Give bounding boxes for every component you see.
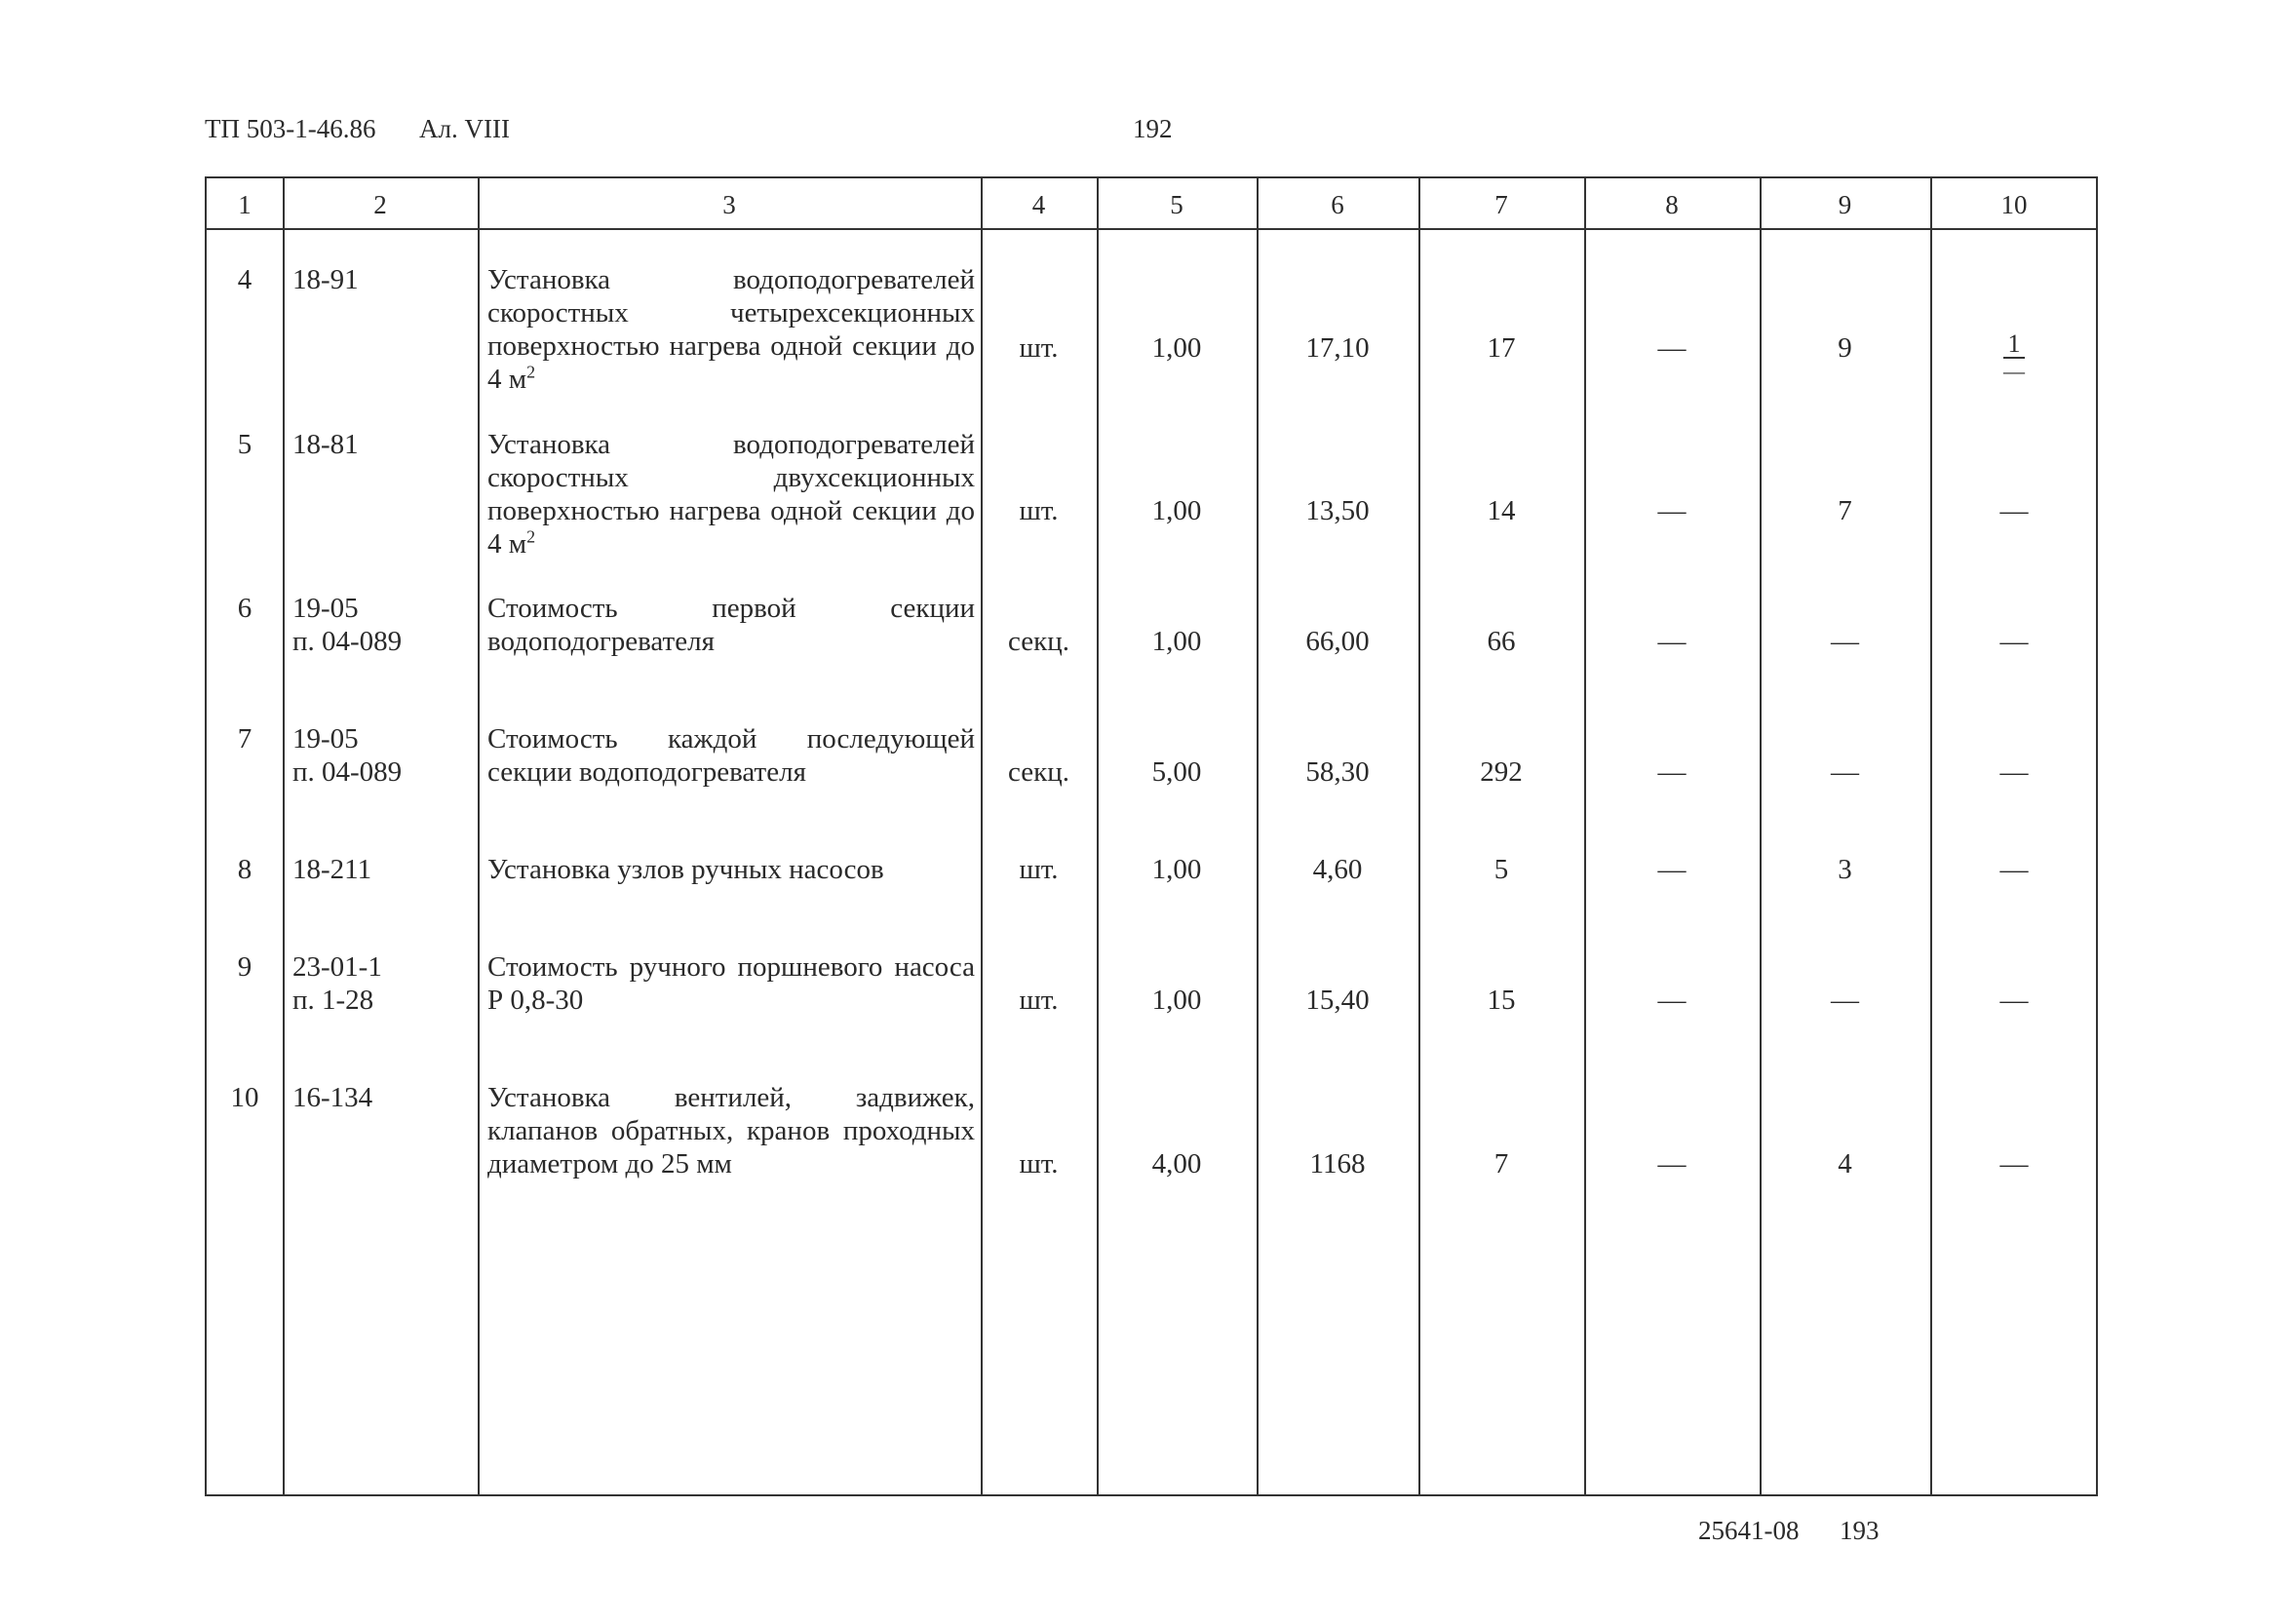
total-cost: 66 bbox=[1487, 626, 1516, 657]
rate-code: 18-81 bbox=[292, 429, 359, 460]
unit-price: 15,40 bbox=[1305, 985, 1370, 1016]
rate-code: 19-05 п. 04-089 bbox=[292, 593, 403, 657]
column-8-value: — bbox=[1657, 985, 1687, 1016]
column-divider bbox=[1760, 178, 1762, 1494]
column-number: 7 bbox=[1494, 190, 1508, 219]
total-cost: 292 bbox=[1480, 756, 1523, 788]
column-number: 9 bbox=[1838, 190, 1852, 219]
row-number: 4 bbox=[237, 264, 252, 295]
column-number: 5 bbox=[1170, 190, 1183, 219]
column-9-value: — bbox=[1831, 756, 1859, 788]
column-8-value: — bbox=[1657, 495, 1687, 526]
rate-code: 16-134 bbox=[292, 1082, 373, 1113]
unit: шт. bbox=[1019, 985, 1059, 1016]
column-10-value bbox=[1930, 331, 2098, 386]
column-8-value: — bbox=[1657, 332, 1687, 364]
column-9-value: 9 bbox=[1838, 332, 1852, 364]
unit: шт. bbox=[1019, 332, 1059, 364]
quantity: 1,00 bbox=[1151, 626, 1202, 657]
column-number: 4 bbox=[1031, 190, 1046, 219]
unit: шт. bbox=[1019, 495, 1059, 526]
work-description: Стоимость первой секции водоподогревателя bbox=[487, 593, 975, 657]
quantity: 1,00 bbox=[1151, 495, 1202, 526]
work-description: Установка вентилей, задвижек, клапанов обратных, кранов проходных диаметром до 25 мм bbox=[487, 1082, 975, 1179]
quantity: 4,00 bbox=[1151, 1148, 1202, 1179]
fraction-denominator: — bbox=[2003, 359, 2025, 383]
work-description: Стоимость каждой последующей секции водоподогревателя bbox=[487, 723, 975, 788]
total-cost: 5 bbox=[1493, 854, 1509, 885]
unit: шт. bbox=[1019, 854, 1059, 885]
unit: шт. bbox=[1019, 1148, 1059, 1179]
row-number: 10 bbox=[230, 1082, 259, 1113]
column-divider bbox=[1584, 178, 1586, 1494]
column-divider bbox=[1418, 178, 1420, 1494]
column-9-value: 3 bbox=[1838, 854, 1852, 885]
column-10-value: — bbox=[1999, 495, 2029, 526]
row-number: 8 bbox=[237, 854, 252, 885]
column-9-value: 4 bbox=[1838, 1148, 1852, 1179]
work-description: Установка водоподогревателей скоростных четырехсекционных поверхностью нагрева одной секции до 4 $м^2$ bbox=[487, 264, 975, 395]
column-9-value: — bbox=[1831, 985, 1859, 1016]
column-8-value: — bbox=[1657, 626, 1687, 657]
column-9-value: 7 bbox=[1838, 495, 1852, 526]
column-8-value: — bbox=[1657, 756, 1687, 788]
unit-price: 13,50 bbox=[1305, 495, 1370, 526]
unit: секц. bbox=[1008, 756, 1069, 788]
total-cost: 14 bbox=[1487, 495, 1516, 526]
work-description: Установка узлов ручных насосов bbox=[487, 854, 884, 885]
column-divider bbox=[1097, 178, 1099, 1494]
footer-code: 25641-08 bbox=[1698, 1516, 1800, 1545]
column-10-value: — bbox=[1999, 854, 2029, 885]
estimate-table bbox=[205, 176, 2098, 1496]
column-divider bbox=[283, 178, 285, 1494]
album-number: Ал. VIII bbox=[419, 114, 510, 143]
row-number: 5 bbox=[237, 429, 252, 460]
column-number: 3 bbox=[722, 190, 736, 219]
unit: секц. bbox=[1008, 626, 1069, 657]
column-9-value: — bbox=[1831, 626, 1859, 657]
total-cost: 7 bbox=[1493, 1148, 1509, 1179]
column-divider bbox=[1257, 178, 1259, 1494]
column-divider bbox=[478, 178, 480, 1494]
work-description: Установка водоподогревателей скоростных двухсекционных поверхностью нагрева одной секции до 4 $м^2$ bbox=[487, 429, 975, 560]
row-number: 7 bbox=[237, 723, 252, 754]
column-number: 2 bbox=[373, 190, 387, 219]
total-cost: 15 bbox=[1487, 985, 1516, 1016]
page-number: 192 bbox=[1133, 114, 1173, 143]
unit-price: 58,30 bbox=[1305, 756, 1370, 788]
quantity: 1,00 bbox=[1151, 854, 1202, 885]
fraction-numerator: 1 bbox=[2003, 331, 2025, 359]
column-10-value: — bbox=[1999, 985, 2029, 1016]
rate-code: 23-01-1 п. 1-28 bbox=[292, 951, 382, 1016]
footer-page-number: 193 bbox=[1840, 1516, 1880, 1545]
work-description: Стоимость ручного поршневого насоса Р 0,8-30 bbox=[487, 951, 975, 1016]
unit-price: 4,60 bbox=[1312, 854, 1363, 885]
row-number: 6 bbox=[237, 593, 252, 624]
column-divider bbox=[981, 178, 983, 1494]
quantity: 1,00 bbox=[1151, 985, 1202, 1016]
column-10-value: — bbox=[1999, 756, 2029, 788]
document-code: ТП 503-1-46.86 bbox=[205, 114, 376, 143]
rate-code: 19-05 п. 04-089 bbox=[292, 723, 403, 788]
unit-price: 1168 bbox=[1309, 1148, 1366, 1179]
quantity: 1,00 bbox=[1151, 332, 1202, 364]
column-number: 10 bbox=[2000, 190, 2028, 219]
column-number: 8 bbox=[1665, 190, 1679, 219]
row-number: 9 bbox=[237, 951, 252, 983]
unit-price: 17,10 bbox=[1305, 332, 1370, 364]
column-number: 6 bbox=[1331, 190, 1344, 219]
rate-code: 18-91 bbox=[292, 264, 359, 295]
column-number: 1 bbox=[238, 190, 252, 219]
total-cost: 17 bbox=[1487, 332, 1516, 364]
unit-price: 66,00 bbox=[1305, 626, 1370, 657]
header-divider bbox=[207, 228, 2096, 230]
rate-code: 18-211 bbox=[292, 854, 372, 885]
column-8-value: — bbox=[1657, 854, 1687, 885]
column-10-value: — bbox=[1999, 626, 2029, 657]
column-10-value: — bbox=[1999, 1148, 2029, 1179]
quantity: 5,00 bbox=[1151, 756, 1202, 788]
column-8-value: — bbox=[1657, 1148, 1687, 1179]
